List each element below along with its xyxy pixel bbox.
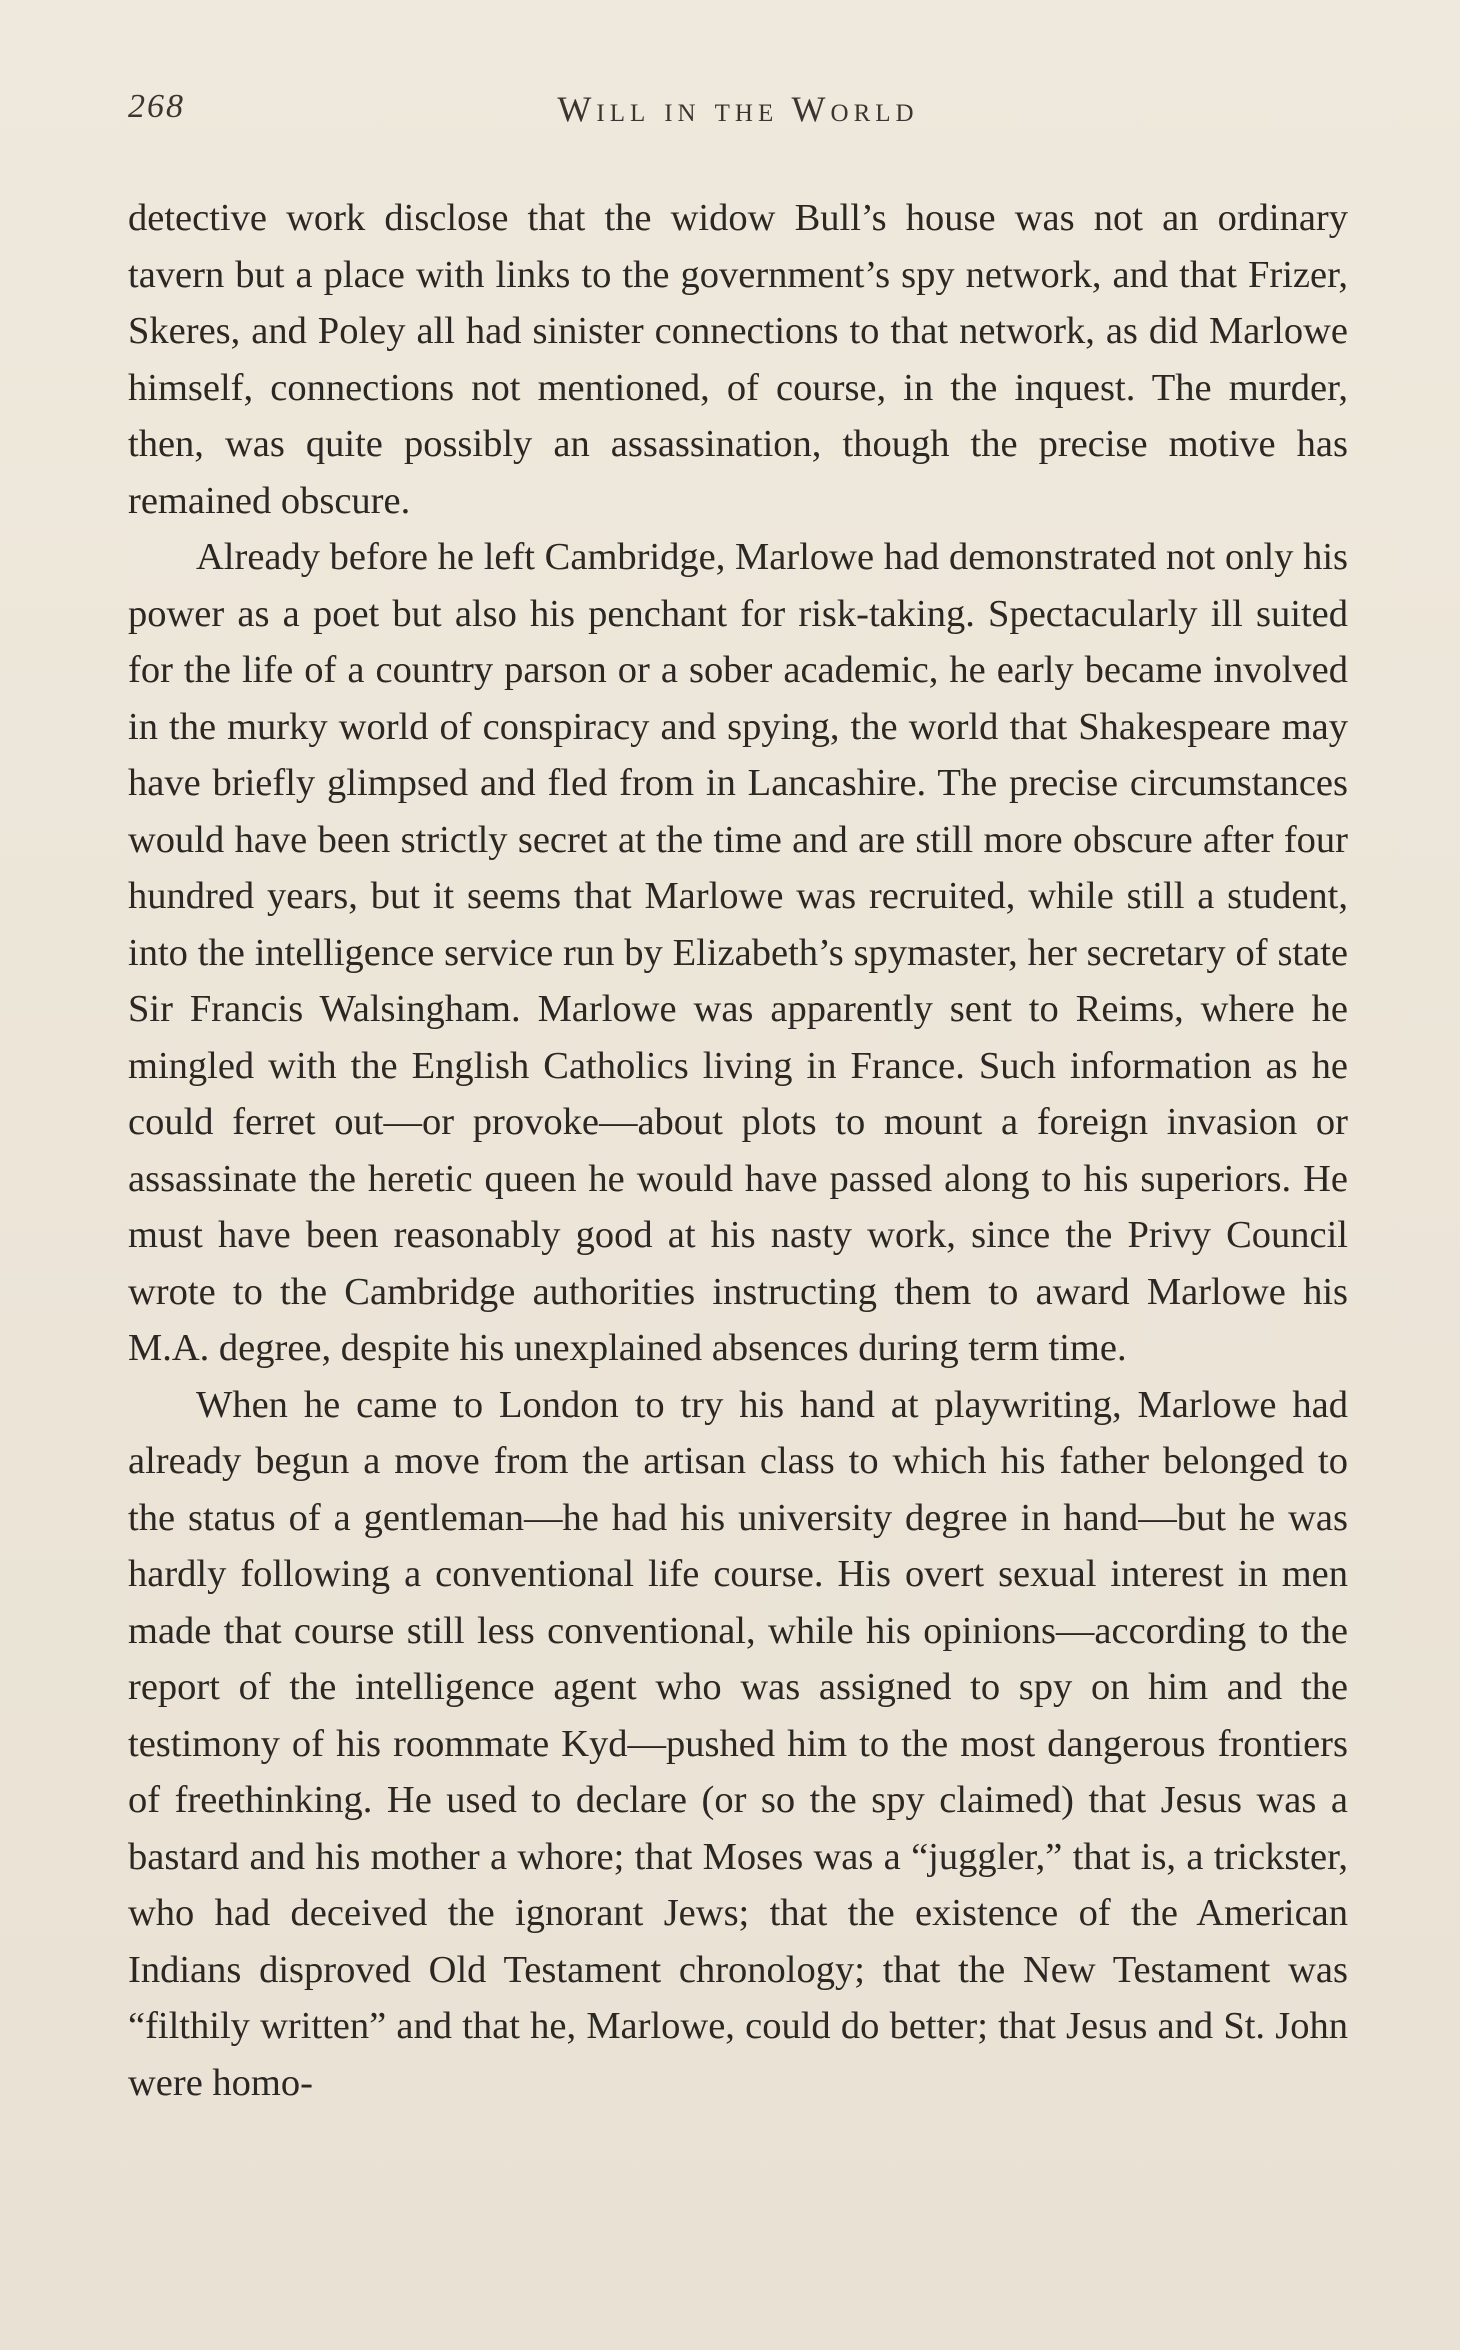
book-title: Will in the World xyxy=(557,89,919,129)
paragraph-continued: detective work disclose that the widow Bull’s house was not an ordinary tavern but a place with links to the government’s spy network, and that Frizer, Skeres, and Poley all had sinister connections to that network, as did Marlowe himself, connections not mentioned, of course, in the inquest. The murder, then, was quite possibly an assassination, though the precise motive has remained obscure. xyxy=(128,197,1348,522)
page-number: 268 xyxy=(128,88,185,125)
paragraph-marlowe-london: When he came to London to try his hand at playwriting, Marlowe had already begun a move from the artisan class to which his father belonged to the status of a gentleman—he had his university degree in hand—but he was hardly following a conventional life course. His overt sexual interest in men made that course still less conventional, while his opinions—according to the report of the intelligence agent who was assigned to spy on him and the testimony of his roommate Kyd—pushed him to the most dangerous frontiers of freethinking. He used to declare (or so the spy claimed) that Jesus was a bastard and his mother a whore; that Moses was a “juggler,” that is, a trickster, who had deceived the ignorant Jews; that the existence of the American Indians disproved Old Testament chronology; that the New Testament was “filthily written” and that he, Marlowe, could do better; that Jesus and St. John were homo- xyxy=(128,1383,1348,2104)
running-head xyxy=(128,88,1348,138)
paragraph-marlowe-cambridge: Already before he left Cambridge, Marlowe had demonstrated not only his power as a poet but also his penchant for risk-taking. Spectacularly ill suited for the life of a country parson or a sober academic, he early became involved in the murky world of conspiracy and spying, the world that Shakespeare may have briefly glimpsed and fled from in Lancashire. The precise circumstances would have been strictly secret at the time and are still more obscure after four hundred years, but it seems that Marlowe was recruited, while still a student, into the intelligence service run by Elizabeth’s spymaster, her secretary of state Sir Francis Walsingham. Marlowe was apparently sent to Reims, where he mingled with the English Catholics living in France. Such information as he could ferret out—or provoke—about plots to mount a foreign invasion or assassinate the heretic queen he would have passed along to his superiors. He must have been reasonably good at his nasty work, since the Privy Council wrote to the Cambridge authorities instructing them to award Marlowe his M.A. degree, despite his unexplained absences during term time. xyxy=(128,536,1348,1369)
body-text xyxy=(128,190,1348,2111)
